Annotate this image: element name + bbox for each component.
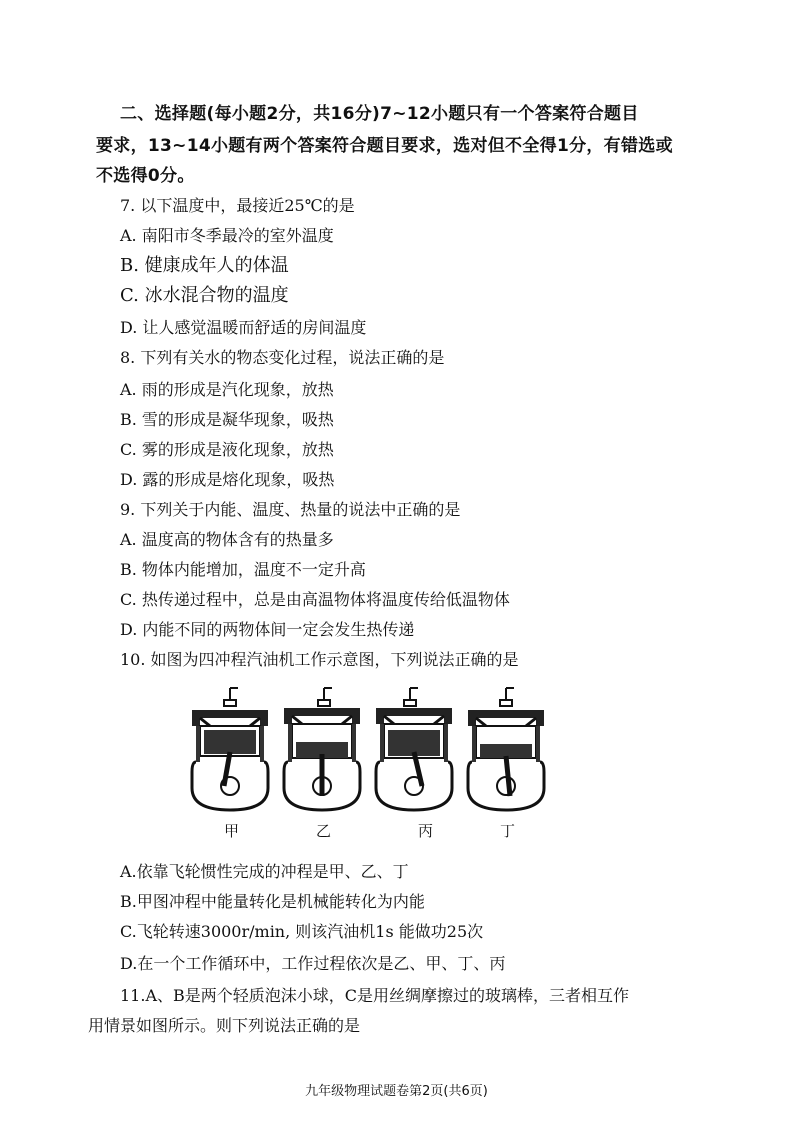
question-9-option-b: B. 物体内能增加，温度不一定升高 xyxy=(120,560,366,579)
question-7-stem: 7. 以下温度中，最接近25℃的是 xyxy=(120,196,355,215)
question-11-line-2: 用情景如图所示。则下列说法正确的是 xyxy=(88,1016,361,1035)
question-9-stem: 9. 下列关于内能、温度、热量的说法中正确的是 xyxy=(120,500,461,519)
question-7-option-b: B. 健康成年人的体温 xyxy=(120,255,289,276)
question-7-option-d: D. 让人感觉温暖而舒适的房间温度 xyxy=(120,318,367,337)
question-8-option-b: B. 雪的形成是凝华现象，吸热 xyxy=(120,410,334,429)
question-8-option-c: C. 雾的形成是液化现象，放热 xyxy=(120,440,334,459)
question-8-option-d: D. 露的形成是熔化现象，吸热 xyxy=(120,470,335,489)
section-heading-line-2: 要求，13~14小题有两个答案符合题目要求，选对但不全得1分，有错选或 xyxy=(96,136,673,156)
caption-yi: 乙 xyxy=(316,822,332,840)
question-7-option-a: A. 南阳市冬季最冷的室外温度 xyxy=(120,226,334,245)
question-8-stem: 8. 下列有关水的物态变化过程，说法正确的是 xyxy=(120,348,445,367)
caption-ding: 丁 xyxy=(500,822,516,840)
question-10-option-b: B.甲图冲程中能量转化是机械能转化为内能 xyxy=(120,892,425,911)
engine-figure xyxy=(188,686,548,812)
engine-diagram-jia xyxy=(188,686,272,812)
question-8-option-a: A. 雨的形成是汽化现象，放热 xyxy=(120,380,334,399)
question-7-option-c: C. 冰水混合物的温度 xyxy=(120,285,289,306)
question-11-line-1: 11.A、B是两个轻质泡沫小球，C是用丝绸摩擦过的玻璃棒，三者相互作 xyxy=(120,986,630,1005)
question-10-option-c: C.飞轮转速3000r/min, 则该汽油机1s 能做功25次 xyxy=(120,922,484,941)
caption-bing: 丙 xyxy=(418,822,434,840)
engine-diagram-bing xyxy=(372,686,456,812)
engine-diagram-ding xyxy=(464,686,548,812)
section-heading-line-3: 不选得0分。 xyxy=(96,166,195,186)
question-10-option-d: D.在一个工作循环中，工作过程依次是乙、甲、丁、丙 xyxy=(120,954,506,973)
page-footer: 九年级物理试题卷第2页(共6页) xyxy=(305,1084,488,1099)
question-9-option-d: D. 内能不同的两物体间一定会发生热传递 xyxy=(120,620,415,639)
engine-diagram-yi xyxy=(280,686,364,812)
section-heading-line-1: 二、选择题(每小题2分，共16分)7~12小题只有一个答案符合题目 xyxy=(120,104,639,124)
question-9-option-a: A. 温度高的物体含有的热量多 xyxy=(120,530,334,549)
question-10-stem: 10. 如图为四冲程汽油机工作示意图，下列说法正确的是 xyxy=(120,650,519,669)
question-10-option-a: A.依靠飞轮惯性完成的冲程是甲、乙、丁 xyxy=(120,862,409,881)
caption-jia: 甲 xyxy=(224,822,240,840)
question-9-option-c: C. 热传递过程中，总是由高温物体将温度传给低温物体 xyxy=(120,590,510,609)
